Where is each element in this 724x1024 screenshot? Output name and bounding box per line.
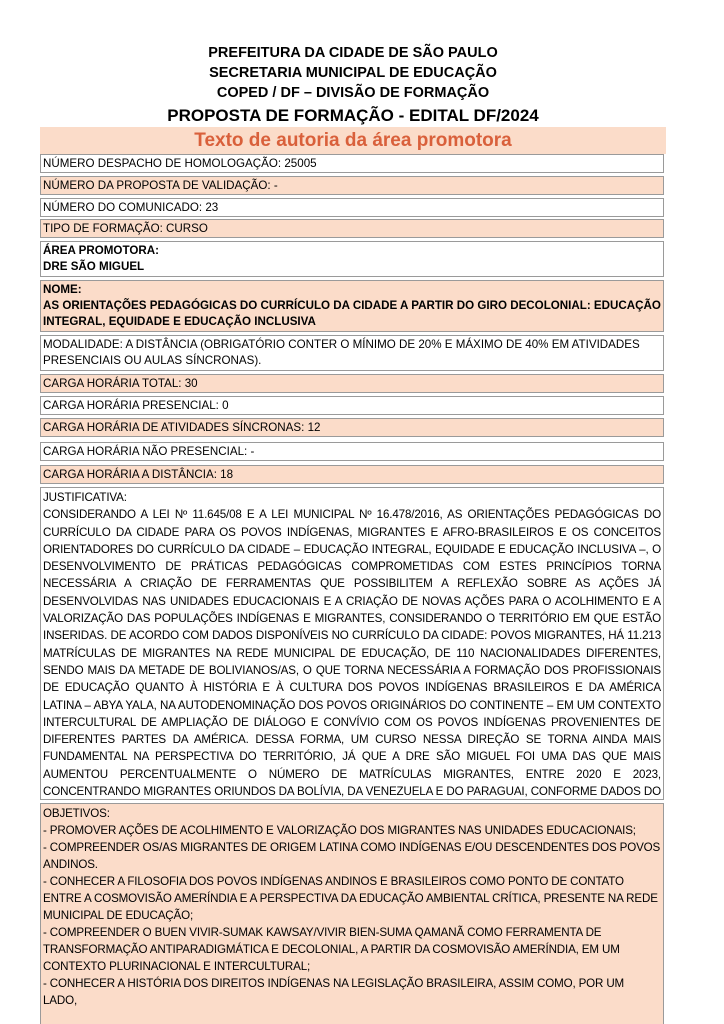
- field-justificativa: [40, 487, 664, 800]
- document-header: [40, 43, 666, 103]
- field-tipo-formacao: TIPO DE FORMAÇÃO: CURSO: [40, 219, 664, 238]
- objetivo-item: - CONHECER A HISTÓRIA DOS DIREITOS INDÍGENAS NA LEGISLAÇÃO BRASILEIRA, ASSIM COMO, POR UM LADO,: [43, 977, 625, 1007]
- objetivo-item: - PROMOVER AÇÕES DE ACOLHIMENTO E VALORIZAÇÃO DOS MIGRANTES NAS UNIDADES EDUCACIONAIS;: [43, 824, 636, 837]
- nome-value: AS ORIENTAÇÕES PEDAGÓGICAS DO CURRÍCULO DA CIDADE A PARTIR DO GIRO DECOLONIAL: EDUCAÇÃO INTEGRAL, EQUIDADE E EDUCAÇÃO INCLUSIVA: [43, 299, 661, 328]
- header-line-secretaria: SECRETARIA MUNICIPAL DE EDUCAÇÃO: [209, 65, 497, 81]
- field-ch-sincronas: CARGA HORÁRIA DE ATIVIDADES SÍNCRONAS: 12: [40, 418, 664, 437]
- authorship-banner: Texto de autoria da área promotora: [40, 127, 666, 154]
- objetivo-item: - CONHECER A FILOSOFIA DOS POVOS INDÍGENAS ANDINOS E BRASILEIROS COMO PONTO DE CONTATO ENTRE A COSMOVISÃO AMERÍNDIA E A PERSPECTIVA DA EDUCAÇÃO AMBIENTAL CRÍTICA, PRESENTE NA REDE MUNICIPAL DE EDUCAÇÃO;: [43, 875, 658, 922]
- field-ch-distancia: CARGA HORÁRIA A DISTÂNCIA: 18: [40, 465, 664, 484]
- objetivos-label: OBJETIVOS:: [43, 807, 110, 820]
- field-ch-nao-presencial: CARGA HORÁRIA NÃO PRESENCIAL: -: [40, 442, 664, 461]
- header-line-coped: COPED / DF – DIVISÃO DE FORMAÇÃO: [216, 85, 490, 101]
- field-comunicado: NÚMERO DO COMUNICADO: 23: [40, 198, 664, 217]
- field-despacho: NÚMERO DESPACHO DE HOMOLOGAÇÃO: 25005: [40, 154, 664, 173]
- field-proposta: NÚMERO DA PROPOSTA DE VALIDAÇÃO: -: [40, 176, 664, 195]
- nome-label: NOME:: [43, 283, 82, 296]
- header-line-prefeitura: PREFEITURA DA CIDADE DE SÃO PAULO: [208, 45, 498, 61]
- justificativa-text: CONSIDERANDO A LEI Nº 11.645/08 E A LEI MUNICIPAL Nº 16.478/2016, AS ORIENTAÇÕES PEDAGÓGICAS DO CURRÍCULO DA CIDADE PARA OS POVOS INDÍGENAS, MIGRANTES E AFRO-BRASILEIROS E OS CONCEITOS ORIENTADORES DO CURRÍCULO DA CIDADE – EDUCAÇÃO INTEGRAL, EQUIDADE E EDUCAÇÃO INCLUSIVA –, O DESENVOLVIMENTO DE PRÁTICAS PEDAGÓGICAS COMPROMETIDAS COM ESTES PRINCÍPIOS TORNA NECESSÁRIA A CRIAÇÃO DE FERRAMENTAS QUE POSSIBILITEM A REFLEXÃO SOBRE AS AÇÕES JÁ DESENVOLVIDAS NAS UNIDADES EDUCACIONAIS E A CRIAÇÃO DE NOVAS AÇÕES PARA O ACOLHIMENTO E A VALORIZAÇÃO DAS POPULAÇÕES INDÍGENAS E MIGRANTES, CONSIDERANDO O TERRITÓRIO EM QUE ESTÃO INSERIDAS. DE ACORDO COM DADOS DISPONÍVEIS NO CURRÍCULO DA CIDADE: POVOS MIGRANTES, HÁ 11.213 MATRÍCULAS DE MIGRANTES NA REDE MUNICIPAL DE EDUCAÇÃO, DE 110 NACIONALIDADES DIFERENTES, SENDO MAIS DA METADE DE BOLIVIANOS/AS, O QUE TORNA NECESSÁRIA A FORMAÇÃO DOS PROFISSIONAIS DE EDUCAÇÃO QUANTO À HISTÓRIA E À CULTURA DOS POVOS INDÍGENAS BRASILEIROS E DA AMÉRICA LATINA – ABYA YALA, NA AUTODENOMINAÇÃO DOS POVOS ORIGINÁRIOS DO CONTINENTE – EM UM CONTEXTO INTERCULTURAL DE AMPLIAÇÃO DE DIÁLOGO E CONVÍVIO COM OS POVOS INDÍGENAS PROVENIENTES DE DIFERENTES PARTES DA AMÉRICA. DESSA FORMA, UM CURSO NESSA DIREÇÃO SE TORNA AINDA MAIS FUNDAMENTAL NA PERSPECTIVA DO TERRITÓRIO, JÁ QUE A DRE SÃO MIGUEL FOI UMA DAS QUE MAIS AUMENTOU PERCENTUALMENTE O NÚMERO DE MATRÍCULAS MIGRANTES, ENTRE 2020 E 2023, CONCENTRANDO MIGRANTES ORIUNDOS DA BOLÍVIA, DA VENEZUELA E DO PARAGUAI, CONFORME DADOS DO: [43, 508, 661, 799]
- page-title: PROPOSTA DE FORMAÇÃO - EDITAL DF/2024: [167, 106, 539, 125]
- area-label: ÁREA PROMOTORA:: [43, 244, 159, 257]
- objetivo-item: - COMPREENDER O BUEN VIVIR-SUMAK KAWSAY/VIVIR BIEN-SUMA QAMANÃ COMO FERRAMENTA DE TRANSFORMAÇÃO ANTIPARADIGMÁTICA E DECOLONIAL, A PARTIR DA COSMOVISÃO AMERÍNDIA, EM UM CONTEXTO PLURINACIONAL E INTERCULTURAL;: [43, 926, 620, 973]
- field-objetivos: [40, 803, 664, 1024]
- field-modalidade: MODALIDADE: A DISTÂNCIA (OBRIGATÓRIO CONTER O MÍNIMO DE 20% E MÁXIMO DE 40% EM ATIVIDADES PRESENCIAIS OU AULAS SÍNCRONAS).: [40, 335, 664, 371]
- justificativa-label: JUSTIFICATIVA:: [43, 491, 127, 504]
- field-ch-total: CARGA HORÁRIA TOTAL: 30: [40, 374, 664, 393]
- area-value: DRE SÃO MIGUEL: [43, 260, 145, 273]
- field-area-promotora: [40, 241, 664, 277]
- field-nome: [40, 280, 664, 332]
- objetivo-item: - COMPREENDER OS/AS MIGRANTES DE ORIGEM LATINA COMO INDÍGENAS E/OU DESCENDENTES DOS POVOS ANDINOS.: [43, 841, 661, 871]
- field-ch-presencial: CARGA HORÁRIA PRESENCIAL: 0: [40, 396, 664, 415]
